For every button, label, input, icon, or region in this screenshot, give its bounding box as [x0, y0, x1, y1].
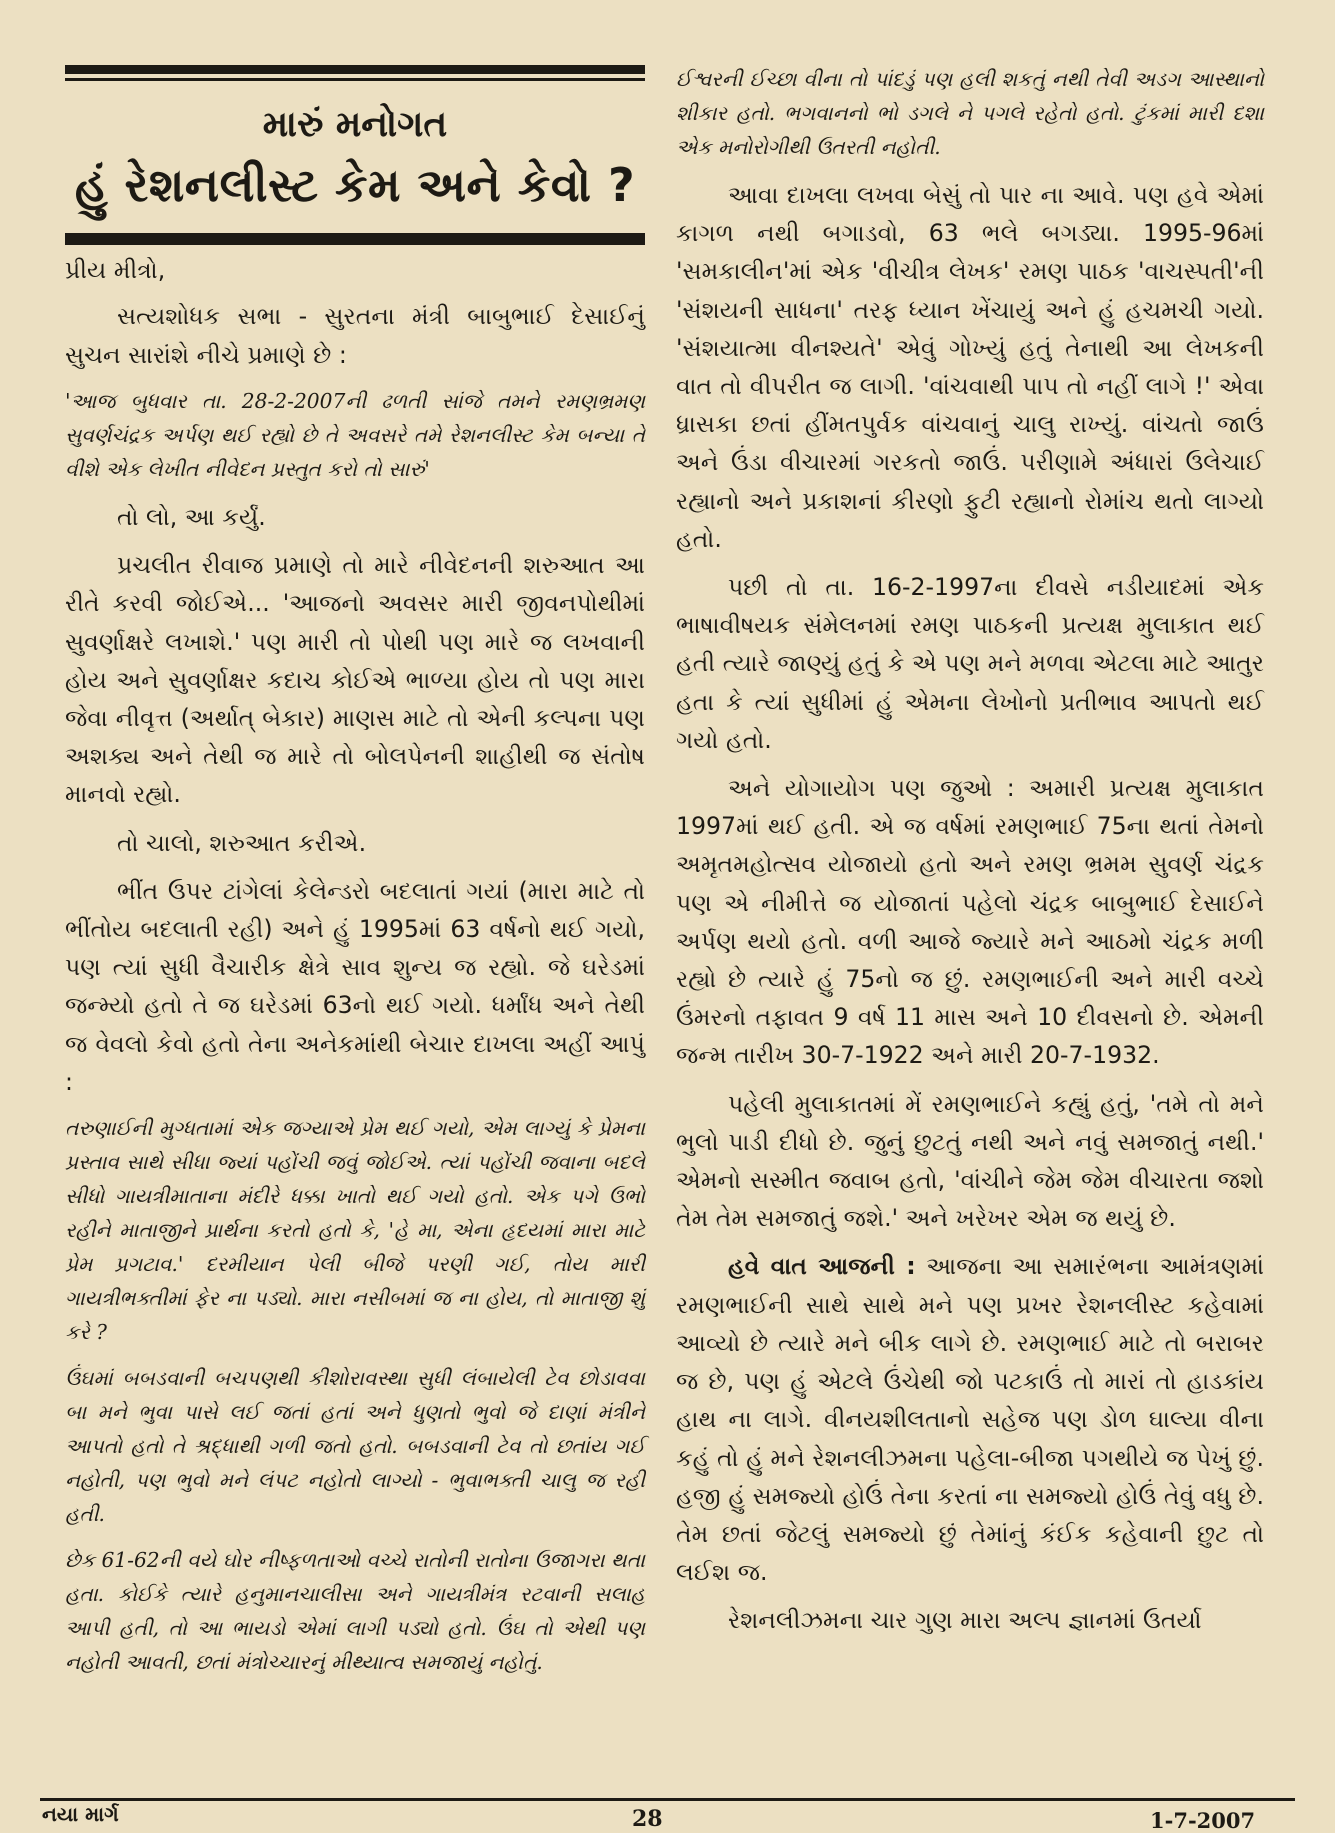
article-title: હું રેશનલીસ્ટ કેમ અને કેવો ?	[74, 157, 636, 212]
italic-anecdote: 'આજ બુધવાર તા. 28-2-2007ની ઢળતી સાંજે તમને રમણભ્રમણ સુવર્ણચંદ્રક અર્પણ થઈ રહ્યો છે તે અવસરે તમે રેશનલીસ્ટ કેમ બન્યા તે વીશે એક લેખીત નીવેદન પ્રસ્તુત કરો તો સારું'	[65, 388, 645, 481]
paragraph-lead: હવે વાત આજની :	[728, 1252, 916, 1281]
italic-anecdote: ઈશ્વરની ઈચ્છા વીના તો પાંદડું પણ હલી શકતું નથી તેવી અડગ આસ્થાનો શીકાર હતો. ભગવાનનો ભો ડગલે ને પગલે રહેતો હતો. ટુંકમાં મારી દશા એક મનોરોગીથી ઉતરતી નહોતી.	[676, 67, 1264, 159]
right-column	[676, 62, 1264, 1650]
italic-anecdote: છેક 61-62ની વયે ઘોર નીષ્ફળતાઓ વચ્ચે રાતોની રાતોના ઉજાગરા થતા હતા. કોઈકે ત્યારે હનુમાનચાલીસા અને ગાયત્રીમંત્ર રટવાની સલાહ આપી હતી, તો આ ભાયડો એમાં લાગી પડ્યો હતો. ઉંઘ તો એથી પણ નહોતી આવતી, છતાં મંત્રોચ્ચારનું મીથ્યાત્વ સમજાયું નહોતું.	[65, 1547, 645, 1674]
body-paragraph: પહેલી મુલાકાતમાં મેં રમણભાઈને કહ્યું હતું, 'તમે તો મને ભુલો પાડી દીધો છે. જુનું છુટતું નથી અને નવું સમજાતું નથી.' એમનો સસ્મીત જવાબ હતો, 'વાંચીને જેમ જેમ વીચારતા જશો તેમ તેમ સમજાતું જશે.' અને ખરેખર એમ જ થયું છે.	[676, 1089, 1264, 1233]
body-paragraph: રેશનલીઝમના ચાર ગુણ મારા અલ્પ જ્ઞાનમાં ઉતર્યા	[728, 1606, 1202, 1635]
article-kicker: મારું મનોગત	[262, 104, 448, 145]
body-paragraph: તો લો, આ કર્યું.	[117, 502, 266, 531]
footer-rule	[40, 1798, 1295, 1801]
page-number: 28	[632, 1806, 663, 1832]
header-rule-bottom	[65, 233, 645, 245]
body-paragraph: અને યોગાયોગ પણ જુઓ : અમારી પ્રત્યક્ષ મુલાકાત 1997માં થઈ હતી. એ જ વર્ષમાં રમણભાઈ 75ના થતાં તેમનો અમૃતમહોત્સવ યોજાયો હતો અને રમણ ભ્રમમ સુવર્ણ ચંદ્રક પણ એ નીમીત્તે જ યોજાતાં પહેલો ચંદ્રક બાબુભાઈ દેસાઈને અર્પણ થયો હતો. વળી આજે જ્યારે મને આઠમો ચંદ્રક મળી રહ્યો છે ત્યારે હું 75નો જ છું. રમણભાઈની અને મારી વચ્ચે ઉંમરનો તફાવત 9 વર્ષ 11 માસ અને 10 દીવસનો છે. એમની જન્મ તારીખ 30-7-1922 અને મારી 20-7-1932.	[676, 774, 1264, 1070]
header-rule-top	[65, 65, 645, 81]
issue-date: 1-7-2007	[1150, 1808, 1256, 1833]
paragraph-text: આજના આ સમારંભના આમંત્રણમાં રમણભાઈની સાથે સાથે મને પણ પ્રખર રેશનલીસ્ટ કહેવામાં આવ્યો છે ત્યારે મને બીક લાગે છે. રમણભાઈ માટે તો બરાબર જ છે, પણ હું એટલે ઉંચેથી જો પટકાઉં તો મારાં તો હાડકાંય હાથ ના લાગે. વીનયશીલતાનો સહેજ પણ ડોળ ઘાલ્યા વીના કહું તો હું મને રેશનલીઝમના પહેલા-બીજા પગથીયે જ પેખું છું. હજી હું સમજ્યો હોઉં તેના કરતાં ના સમજ્યો હોઉં તેવું વધુ છે. તેમ છતાં જેટલું સમજ્યો છું તેમાંનું કંઈક કહેવાની છુટ તો લઈશ જ.	[676, 1252, 1264, 1587]
italic-anecdote: ઉંઘમાં બબડવાની બચપણથી કીશોરાવસ્થા સુધી લંબાયેલી ટેવ છોડાવવા બા મને ભુવા પાસે લઈ જતાં હતાં અને ધુણતો ભુવો જે દાણાં મંત્રીને આપતો હતો તે શ્રદ્ધાથી ગળી જતો હતો. બબડવાની ટેવ તો છતાંય ગઈ નહોતી, પણ ભુવો મને લંપટ નહોતો લાગ્યો - ભુવાભક્તી ચાલુ જ રહી હતી.	[65, 1365, 645, 1526]
publication-name: નયા માર્ગ	[42, 1802, 119, 1826]
body-paragraph: તો ચાલો, શરુઆત કરીએ.	[117, 828, 367, 857]
body-paragraph: પછી તો તા. 16-2-1997ના દીવસે નડીયાદમાં એક ભાષાવીષયક સંમેલનમાં રમણ પાઠકની પ્રત્યક્ષ મુલાકાત થઈ હતી ત્યારે જાણ્યું હતું કે એ પણ મને મળવા એટલા માટે આતુર હતા કે ત્યાં સુધીમાં હું એમના લેખોનો પ્રતીભાવ આપતો થઈ ગયો હતો.	[676, 573, 1264, 754]
body-paragraph: ભીંત ઉપર ટાંગેલાં કેલેન્ડરો બદલાતાં ગયાં (મારા માટે તો ભીંતોય બદલાતી રહી) અને હું 1995માં 63 વર્ષનો થઈ ગયો, પણ ત્યાં સુધી વૈચારીક ક્ષેત્રે સાવ શુન્ય જ રહ્યો. જે ઘરેડમાં જન્મ્યો હતો તે જ ઘરેડમાં 63નો થઈ ગયો. ધર્માંધ અને તેથી જ વેવલો કેવો હતો તેના અનેકમાંથી બેચાર દાખલા અહીં આપું :	[65, 876, 645, 1096]
right-body	[676, 62, 1264, 1640]
body-paragraph: પ્રચલીત રીવાજ પ્રમાણે તો મારે નીવેદનની શરુઆત આ રીતે કરવી જોઈએ... 'આજનો અવસર મારી જીવનપોથીમાં સુવર્ણાક્ષરે લખાશે.' પણ મારી તો પોથી પણ મારે જ લખવાની હોય અને સુવર્ણાક્ષર કદાચ કોઈએ ભાળ્યા હોય તો પણ મારા જેવા નીવૃત્ત (અર્થાત્ બેકાર) માણસ માટે તો એની કલ્પના પણ અશક્ય અને તેથી જ મારે તો બોલપેનની શાહીથી જ સંતોષ માનવો રહ્યો.	[65, 551, 645, 809]
body-paragraph: સત્યશોધક સભા - સુરતના મંત્રી બાબુભાઈ દેસાઈનું સુચન સારાંશે નીચે પ્રમાણે છે :	[65, 302, 645, 369]
left-column	[65, 65, 645, 1691]
body-paragraph: આવા દાખલા લખવા બેસું તો પાર ના આવે. પણ હવે એમાં કાગળ નથી બગાડવો, 63 ભલે બગડ્યા. 1995-96માં 'સમકાલીન'માં એક 'વીચીત્ર લેખક' રમણ પાઠક 'વાચસ્પતી'ની 'સંશયની સાધના' તરફ ધ્યાન ખેંચાયું અને હું હચમચી ગયો. 'સંશયાત્મા વીનશ્યતે' એવું ગોખ્યું હતું તેનાથી આ લેખકની વાત તો વીપરીત જ લાગી. 'વાંચવાથી પાપ તો નહીં લાગે !' એવા ધ્રાસકા છતાં હીંમતપુર્વક વાંચવાનું ચાલુ રાખ્યું. વાંચતો જાઉં અને ઉંડા વીચારમાં ગરકતો જાઉં. પરીણામે અંધારાં ઉલેચાઈ રહ્યાનો અને પ્રકાશનાં કીરણો ફુટી રહ્યાનો રોમાંચ થતો લાગ્યો હતો.	[676, 181, 1264, 553]
italic-anecdote: તરુણાઈની મુગ્ધતામાં એક જગ્યાએ પ્રેમ થઈ ગયો, એમ લાગ્યું કે પ્રેમના પ્રસ્તાવ સાથે સીધા જ્યાં પહોંચી જવું જોઈએ. ત્યાં પહોંચી જવાના બદલે સીધો ગાયત્રીમાતાના મંદીરે ધક્કા ખાતો થઈ ગયો હતો. એક પગે ઉભો રહીને માતાજીને પ્રાર્થના કરતો હતો કે, 'હે મા, એના હૃદયમાં મારા માટે પ્રેમ પ્રગટાવ.' દરમીયાન પેલી બીજે પરણી ગઈ, તોય મારી ગાયત્રીભક્તીમાં ફેર ના પડ્યો. મારા નસીબમાં જ ના હોય, તો માતાજી શું કરે ?	[65, 1115, 645, 1344]
left-body	[65, 297, 645, 1678]
body-paragraph	[676, 1247, 1264, 1591]
salutation: પ્રીય મીત્રો,	[65, 256, 166, 285]
